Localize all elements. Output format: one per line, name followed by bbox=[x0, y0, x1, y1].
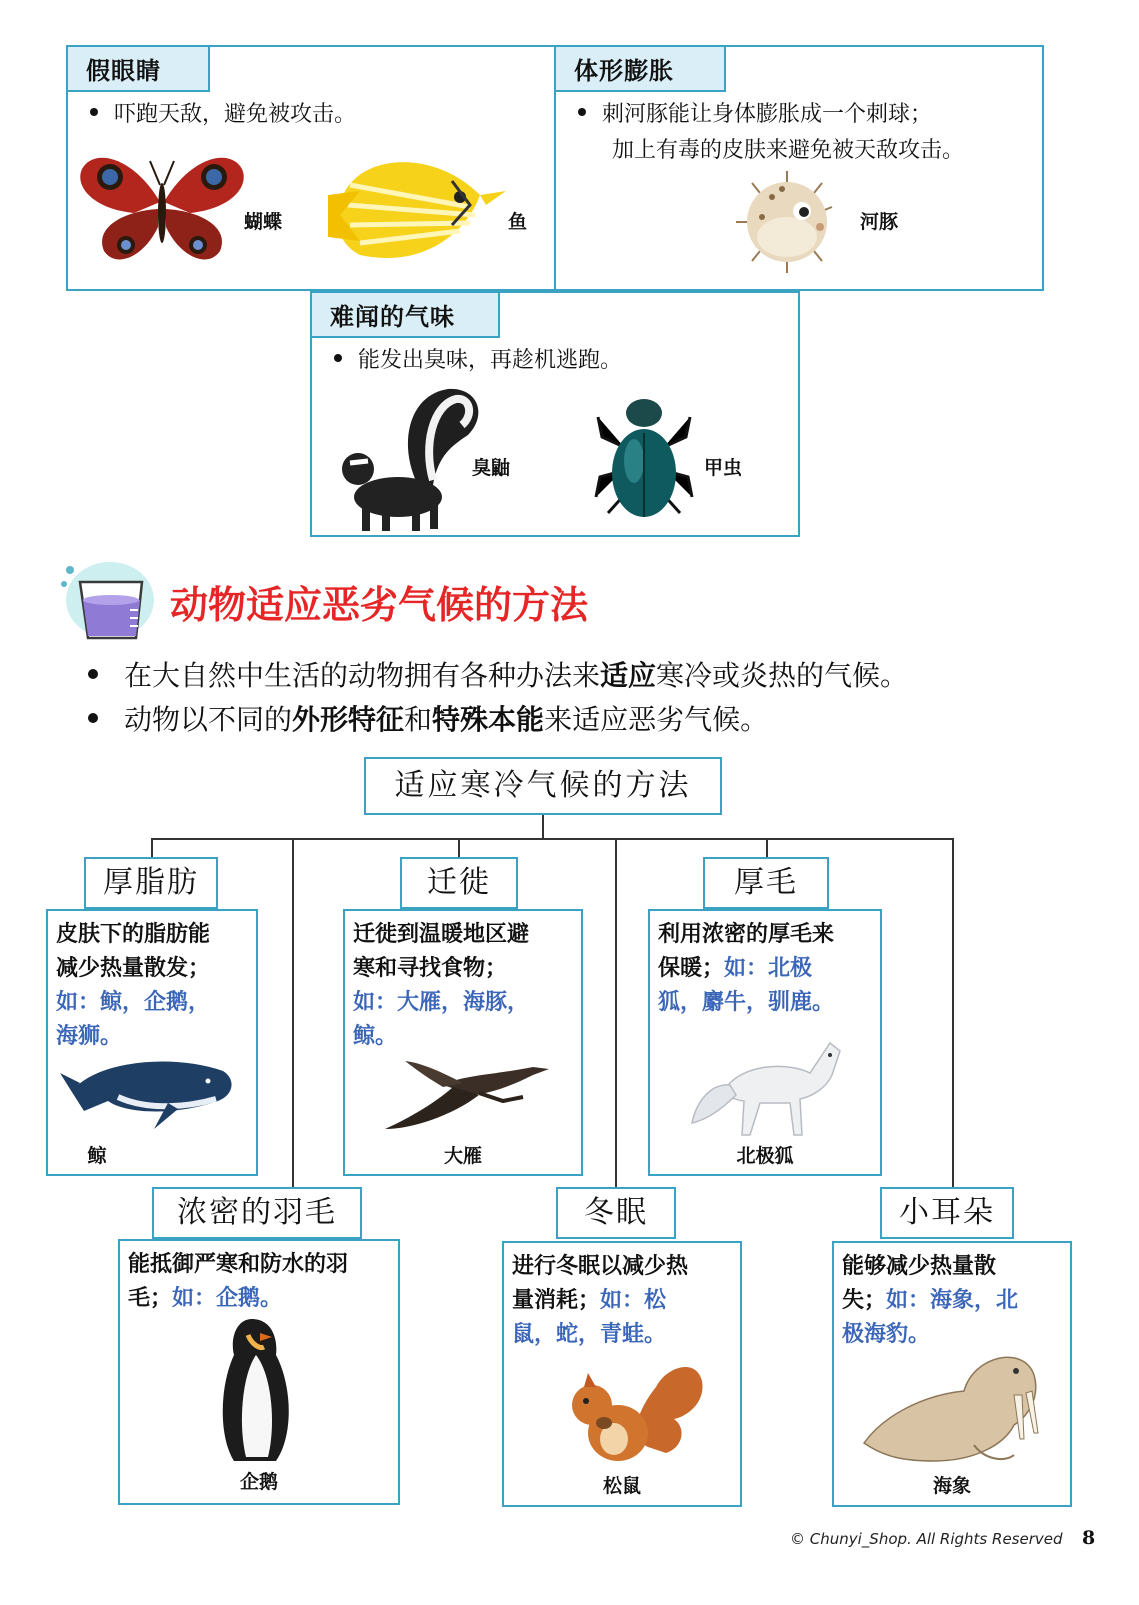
page-number: 8 bbox=[1082, 1527, 1096, 1549]
smell-tag: 难闻的气味 bbox=[310, 291, 500, 338]
category-feather: 浓密的羽毛 bbox=[152, 1187, 362, 1239]
connector bbox=[952, 838, 954, 1188]
connector bbox=[766, 838, 768, 858]
category-migrate: 迁徙 bbox=[400, 857, 518, 909]
inflate-tag: 体形膨胀 bbox=[554, 45, 726, 92]
card-migrate: 迁徙到温暖地区避 寒和寻找食物； 如：大雁，海豚， 鲸。 大雁 bbox=[343, 909, 583, 1176]
caption-goose: 大雁 bbox=[443, 1145, 482, 1167]
inflate-panel bbox=[554, 45, 1044, 291]
category-fur: 厚毛 bbox=[703, 857, 829, 909]
tree-root: 适应寒冷气候的方法 bbox=[364, 757, 722, 815]
caption-arctic-fox: 北极狐 bbox=[736, 1145, 794, 1167]
card-fur: 利用浓密的厚毛来 保暖；如：北极 狐，麝牛，驯鹿。 北极狐 bbox=[648, 909, 882, 1176]
connector bbox=[458, 838, 460, 858]
goose-icon bbox=[383, 1045, 553, 1135]
connector bbox=[151, 838, 954, 840]
card-fat: 皮肤下的脂肪能 减少热量散发； 如：鲸，企鹅， 海狮。 鲸 bbox=[46, 909, 258, 1176]
connector bbox=[542, 815, 544, 839]
caption-fish: 鱼 bbox=[508, 211, 528, 233]
caption-beetle: 甲虫 bbox=[704, 457, 743, 479]
connector bbox=[151, 838, 153, 858]
caption-whale: 鲸 bbox=[87, 1145, 107, 1167]
false-eyes-tag: 假眼睛 bbox=[66, 45, 210, 92]
penguin-icon bbox=[212, 1315, 302, 1465]
whale-icon bbox=[58, 1049, 248, 1135]
connector bbox=[615, 838, 617, 1188]
card-ears: 能够减少热量散 失；如：海象，北 极海豹。 海象 bbox=[832, 1241, 1072, 1507]
caption-pufferfish: 河豚 bbox=[860, 211, 899, 233]
false-eyes-panel bbox=[66, 45, 556, 291]
connector bbox=[292, 838, 294, 1188]
caption-penguin: 企鹅 bbox=[239, 1471, 278, 1493]
false-eyes-bullet: 吓跑天敌，避免被攻击。 bbox=[90, 97, 356, 133]
inflate-bullet-1: 刺河豚能让身体膨胀成一个刺球； bbox=[578, 97, 932, 133]
category-ears: 小耳朵 bbox=[880, 1187, 1014, 1239]
smell-bullet: 能发出臭味，再趁机逃跑。 bbox=[334, 343, 622, 379]
category-hibernate: 冬眠 bbox=[556, 1187, 676, 1239]
copyright: © Chunyi_Shop. All Rights Reserved bbox=[790, 1530, 1063, 1548]
arctic-fox-icon bbox=[690, 1023, 850, 1139]
section-bullet-1: 在大自然中生活的动物拥有各种办法来适应寒冷或炎热的气候。 bbox=[88, 654, 908, 698]
butterfly-icon bbox=[74, 147, 250, 267]
caption-skunk: 臭鼬 bbox=[472, 457, 511, 479]
inflate-bullet-2: 加上有毒的皮肤来避免被天敌攻击。 bbox=[612, 138, 965, 163]
caption-walrus: 海象 bbox=[932, 1475, 971, 1497]
smell-panel bbox=[310, 291, 800, 537]
skunk-icon bbox=[338, 385, 488, 535]
beetle-icon bbox=[594, 387, 694, 527]
caption-squirrel: 松鼠 bbox=[602, 1475, 641, 1497]
section-title: 动物适应恶劣气候的方法 bbox=[170, 582, 589, 627]
section-bullet-2: 动物以不同的外形特征和特殊本能来适应恶劣气候。 bbox=[88, 698, 768, 742]
category-fat: 厚脂肪 bbox=[84, 857, 218, 909]
squirrel-icon bbox=[556, 1347, 706, 1467]
card-hibernate: 进行冬眠以减少热 量消耗；如：松 鼠，蛇，青蛙。 松鼠 bbox=[502, 1241, 742, 1507]
caption-butterfly: 蝴蝶 bbox=[244, 211, 283, 233]
beaker-icon bbox=[58, 556, 158, 642]
walrus-icon bbox=[854, 1335, 1054, 1471]
butterflyfish-icon bbox=[320, 145, 510, 275]
card-feather: 能抵御严寒和防水的羽 毛；如：企鹅。 企鹅 bbox=[118, 1239, 400, 1505]
pufferfish-icon bbox=[732, 167, 842, 277]
